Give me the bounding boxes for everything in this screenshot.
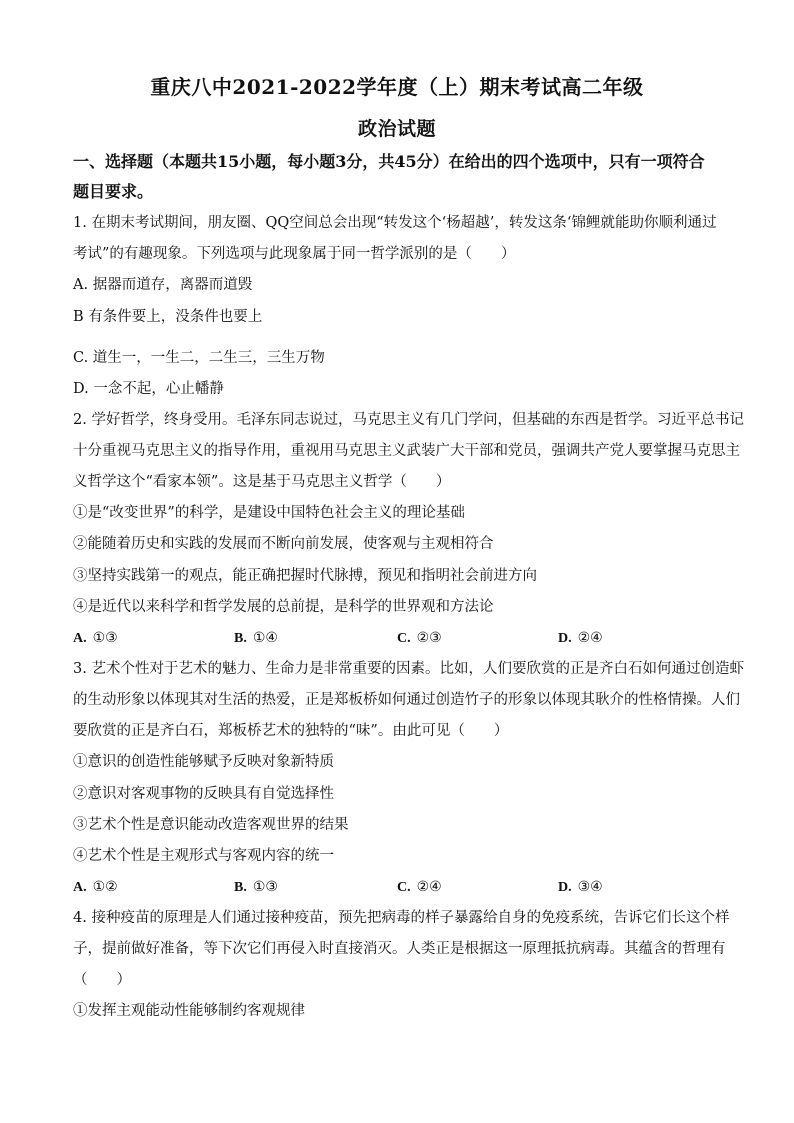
q4-stem-cont: （ ） [73, 972, 131, 988]
q4-stem-cont: 子，提前做好准备，等下次它们再侵入时直接消灭。人类正是根据这一原理抵抗病毒。其蕴含的哲理有 [73, 941, 726, 957]
q1-option-c: C. 道生一，一生二，二生三，三生万物 [73, 350, 325, 366]
q1-option-b: B 有条件要上，没条件也要上 [73, 309, 263, 325]
q2-statement-1: ①是“改变世界”的科学，是建设中国特色社会主义的理论基础 [73, 505, 465, 521]
q2-statement-3: ③坚持实践第一的观点，能正确把握时代脉搏，预见和指明社会前进方向 [73, 568, 537, 584]
q2-statement-4: ④是近代以来科学和哲学发展的总前提，是科学的世界观和方法论 [73, 599, 494, 615]
q3-choice-c: C. ②④ [397, 879, 442, 895]
q2-choice-d: D. ②④ [558, 630, 603, 646]
q2-stem-cont: 十分重视马克思主义的指导作用，重视用马克思主义武装广大干部和党员，强调共产党人要掌握马克思主 [73, 443, 740, 459]
q4-stem: 4. 接种疫苗的原理是人们通过接种疫苗，预先把病毒的样子暴露给自身的免疫系统，告诉它们长这个样 [73, 910, 730, 926]
section-heading: 一、选择题（本题共15小题，每小题3分，共45分）在给出的四个选项中，只有一项符合 [73, 152, 705, 171]
q3-choice-a: A. ①② [73, 879, 118, 895]
section-heading-cont: 题目要求。 [73, 182, 154, 201]
q3-statement-4: ④艺术个性是主观形式与客观内容的统一 [73, 848, 334, 864]
q2-choice-c: C. ②③ [397, 630, 442, 646]
q2-statement-2: ②能随着历史和实践的发展而不断向前发展，使客观与主观相符合 [73, 536, 494, 552]
q2-choice-a: A. ①③ [73, 630, 118, 646]
q1-stem-cont: 考试”的有趣现象。下列选项与此现象属于同一哲学派别的是（ ） [73, 246, 516, 262]
q2-choice-b: B. ①④ [234, 630, 278, 646]
q3-choice-b: B. ①③ [234, 879, 278, 895]
q2-stem: 2. 学好哲学，终身受用。毛泽东同志说过，马克思主义有几门学问，但基础的东西是哲学。习近平总书记 [73, 412, 744, 428]
q3-statement-1: ①意识的创造性能够赋予反映对象新特质 [73, 754, 334, 770]
q2-stem-cont: 义哲学这个“看家本领”。这是基于马克思主义哲学（ ） [73, 474, 451, 490]
q3-statement-2: ②意识对客观事物的反映具有自觉选择性 [73, 786, 334, 802]
q3-stem: 3. 艺术个性对于艺术的魅力、生命力是非常重要的因素。比如，人们要欣赏的正是齐白石如何通过创造虾 [73, 661, 744, 677]
q3-stem-cont: 要欣赏的正是齐白石，郑板桥艺术的独特的“味”。由此可见（ ） [73, 723, 509, 739]
q1-stem: 1. 在期末考试期间，朋友圈、QQ空间总会出现“转发这个‘杨超越’，转发这条‘锦鲤就能助你顺利通过 [73, 215, 717, 231]
q3-choice-d: D. ③④ [558, 879, 603, 895]
q3-stem-cont: 的生动形象以体现其对生活的热爱，正是郑板桥如何通过创造竹子的形象以体现其耿介的性格情操。人们 [73, 692, 740, 708]
q1-option-a: A. 据器而道存，离器而道毁 [73, 277, 253, 293]
q4-statement-1: ①发挥主观能动性能够制约客观规律 [73, 1003, 305, 1019]
q1-option-d: D. 一念不起，心止幡静 [73, 381, 224, 397]
q3-statement-3: ③艺术个性是意识能动改造客观世界的结果 [73, 817, 349, 833]
exam-subject: 政治试题 [357, 118, 436, 140]
exam-title: 重庆八中2021-2022学年度（上）期末考试高二年级 [150, 75, 644, 99]
